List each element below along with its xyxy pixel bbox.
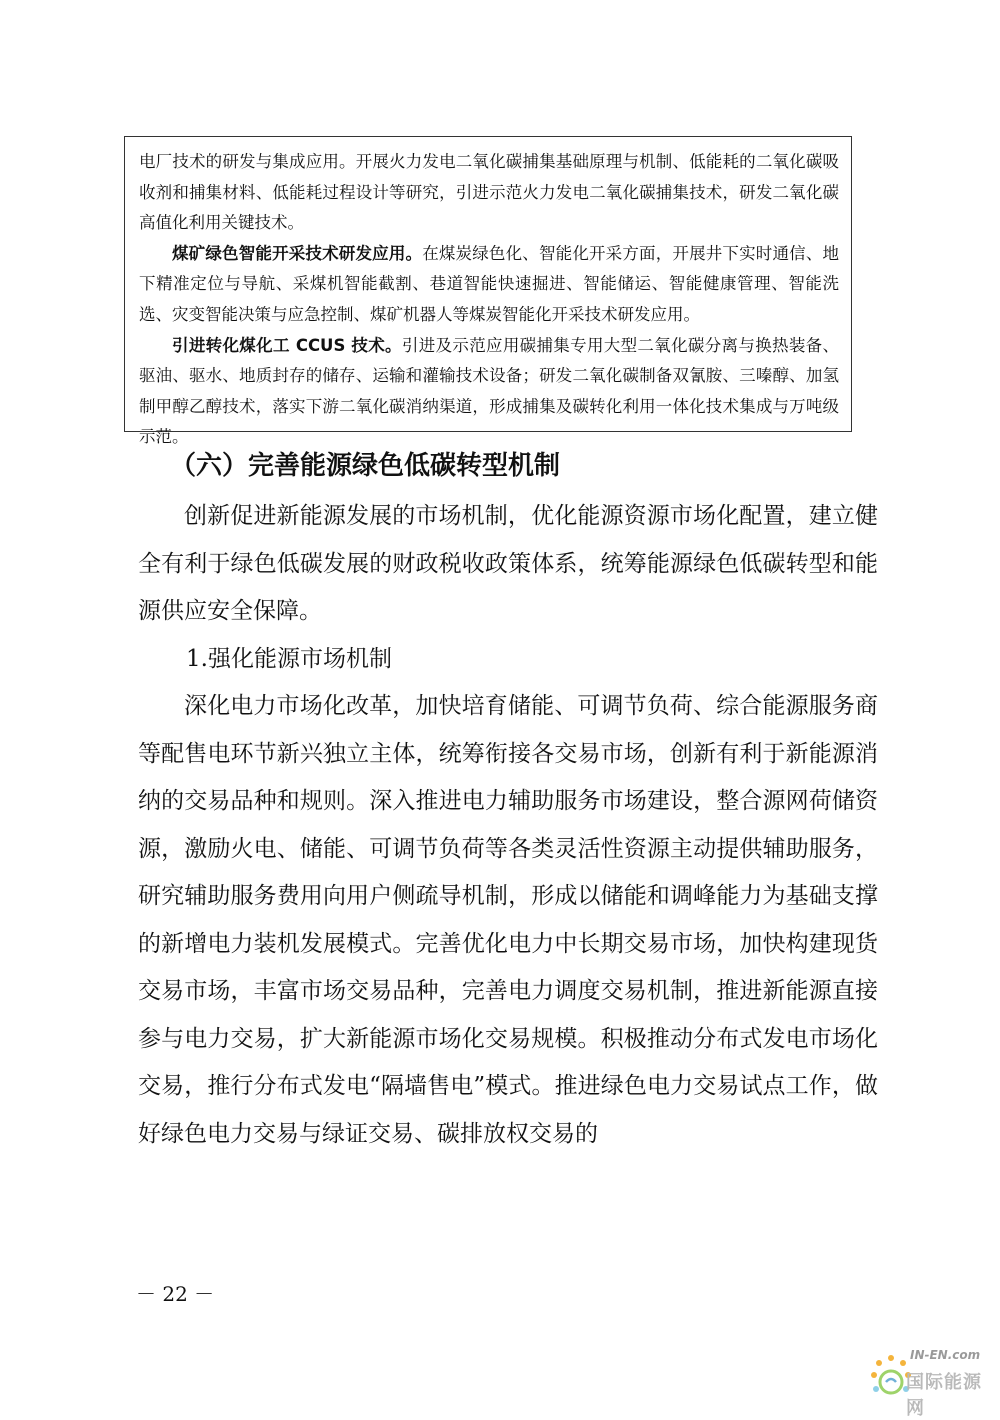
box-paragraph-3-title: 引进转化煤化工 CCUS 技术。	[172, 335, 402, 355]
watermark-name: 国际能源网	[906, 1372, 982, 1419]
box-paragraph-2-text: 在煤炭绿色化、智能化开采方面，开展井下实时通信、地下精准定位与导航、采煤机智能截割、巷道智能快速掘进、智能储运、智能健康管理、智能洗选、灾变智能决策与应急控制、煤矿机器人等煤炭智能化开采技术研发应用。	[139, 243, 840, 324]
sub-body: 深化电力市场化改革，加快培育储能、可调节负荷、综合能源服务商等配售电环节新兴独立主体，统筹衔接各交易市场，创新有利于新能源消纳的交易品种和规则。深入推进电力辅助服务市场建设，整合源网荷储资源，激励火电、储能、可调节负荷等各类灵活性资源主动提供辅助服务，研究辅助服务费用向用户侧疏导机制，形成以储能和调峰能力为基础支撑的新增电力装机发展模式。完善优化电力中长期交易市场，加快构建现货交易市场，丰富市场交易品种，完善电力调度交易机制，推进新能源直接参与电力交易，扩大新能源市场化交易规模。积极推动分布式发电市场化交易，推行分布式发电“隔墙售电”模式。推进绿色电力交易试点工作，做好绿色电力交易与绿证交易、碳排放权交易的	[138, 693, 878, 1147]
section-heading: （六）完善能源绿色低碳转型机制	[170, 451, 561, 481]
watermark	[870, 1340, 1000, 1419]
box-paragraph-2-title: 煤矿绿色智能开采技术研发应用。	[172, 243, 423, 263]
box-paragraph-1: 电厂技术的研发与集成应用。开展火力发电二氧化碳捕集基础原理与机制、低能耗的二氧化碳吸收剂和捕集材料、低能耗过程设计等研究，引进示范火力发电二氧化碳捕集技术，研发二氧化碳高值化利用关键技术。	[139, 152, 839, 233]
highlight-box	[124, 136, 852, 447]
box-paragraph-3-text: 引进及示范应用碳捕集专用大型二氧化碳分离与换热装备、驱油、驱水、地质封存的储存、运输和灌输技术设备；研发二氧化碳制备双氰胺、三嗪醇、加氢制甲醇乙醇技术，落实下游二氧化碳消纳渠道，形成捕集及碳转化利用一体化技术集成与万吨级示范。	[139, 335, 839, 447]
watermark-domain: IN-EN.com	[910, 1348, 981, 1362]
box-paragraph-3	[139, 331, 839, 453]
page-number: － 22 －	[136, 1282, 215, 1306]
sub-heading: 1.强化能源市场机制	[186, 646, 392, 672]
box-paragraph-2	[139, 239, 839, 331]
section-intro: 创新促进新能源发展的市场机制，优化能源资源市场化配置，建立健全有利于绿色低碳发展的财政税收政策体系，统筹能源绿色低碳转型和能源供应安全保障。	[138, 503, 878, 624]
